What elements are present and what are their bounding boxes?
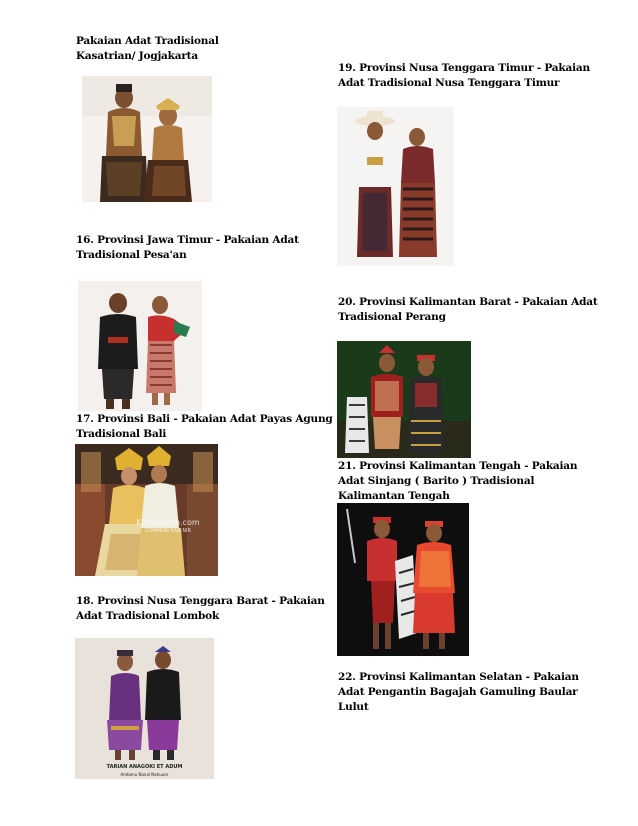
- photo-kalteng-couple: [337, 503, 469, 656]
- caption-kalteng: 21. Provinsi Kalimantan Tengah - Pakaian Adat Sinjang ( Barito ) Tradisional Kalimantan Tengah: [338, 460, 578, 502]
- photo-jogjakarta-couple: [82, 76, 212, 202]
- caption-ntt: 19. Provinsi Nusa Tenggara Timur - Pakaian Adat Tradisional Nusa Tenggara Timur: [338, 62, 590, 89]
- lombok-photo-caption: TARIAN ANAGOKI ET ADUM Ambenu Nanal Nahuuer: [106, 764, 183, 777]
- caption-bali: 17. Provinsi Bali - Pakaian Adat Payas Agung Tradisional Bali: [76, 413, 333, 440]
- caption-kalbar: 20. Provinsi Kalimantan Barat - Pakaian Adat Tradisional Perang: [338, 296, 598, 323]
- photo-lombok-couple: [75, 638, 214, 779]
- photo-jawa-timur-couple: [78, 281, 202, 411]
- bali-photo-watermark: Kidnasalon.com COMMON SAN NIR: [136, 518, 200, 534]
- caption-ntb: 18. Provinsi Nusa Tenggara Barat - Pakaian Adat Tradisional Lombok: [76, 595, 325, 622]
- photo-bali-couple: [75, 444, 218, 576]
- photo-kalbar-couple: [337, 341, 471, 458]
- caption-kalsel: 22. Provinsi Kalimantan Selatan - Pakaian Adat Pengantin Bagajah Gamuling Baular Lulut: [338, 671, 579, 713]
- caption-jogjakarta: Pakaian Adat Tradisional Kasatrian/ Jogjakarta: [76, 35, 219, 62]
- caption-jawa-timur: 16. Provinsi Jawa Timur - Pakaian Adat Tradisional Pesa'an: [76, 234, 299, 261]
- photo-ntt-couple: [337, 107, 454, 266]
